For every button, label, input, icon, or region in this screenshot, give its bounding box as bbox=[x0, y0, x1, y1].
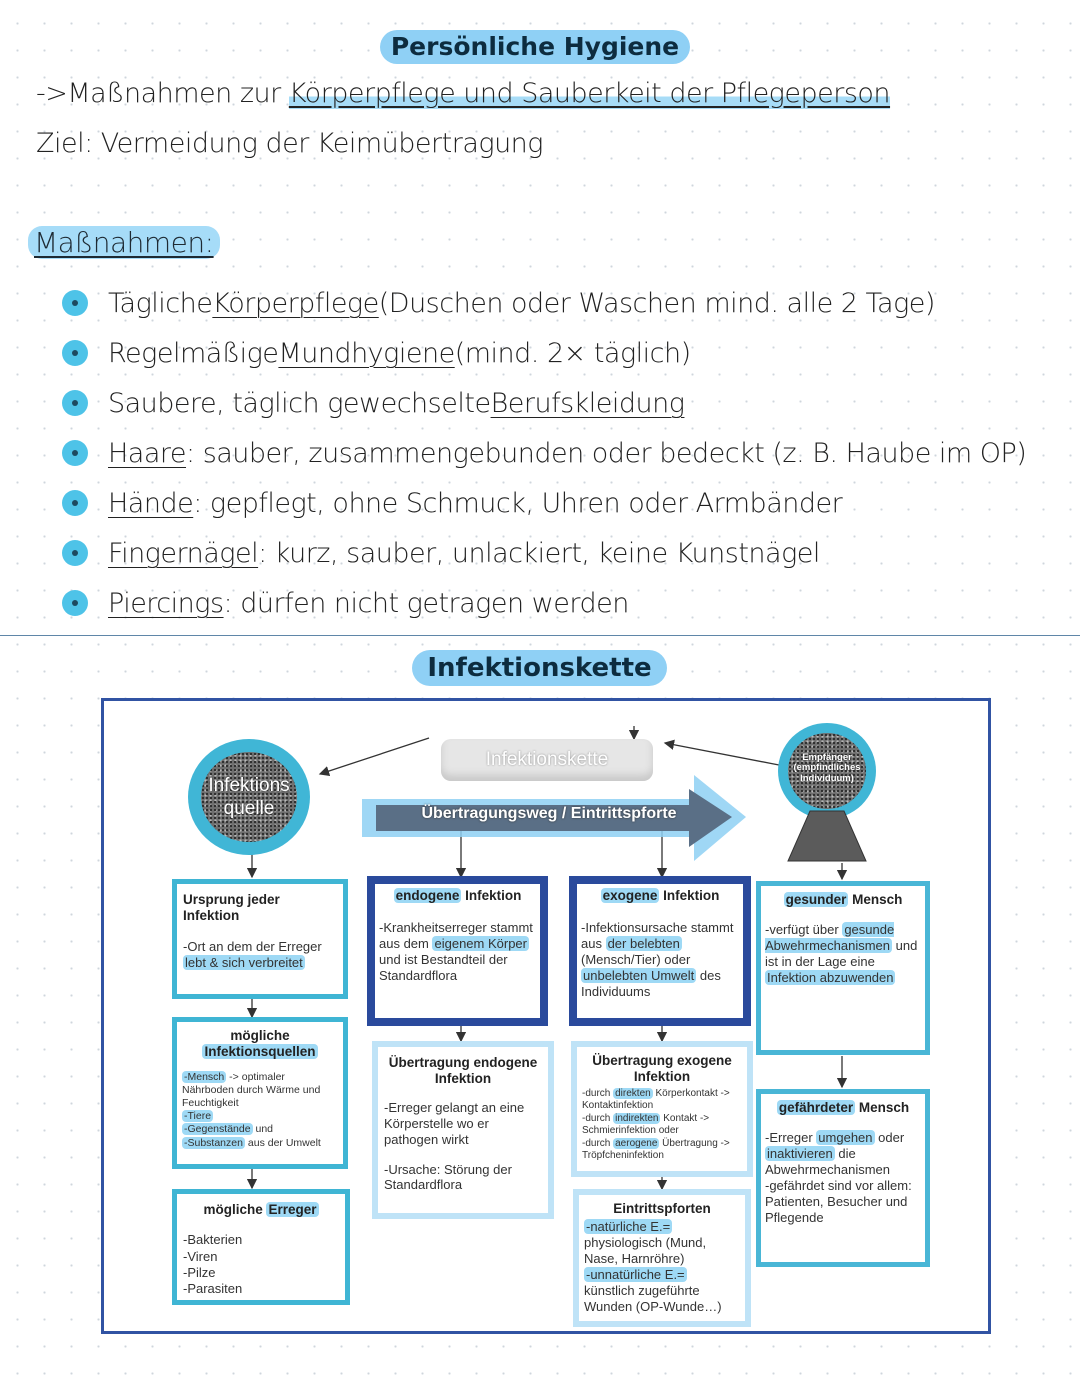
intro-highlight: Körperpflege und Sauberkeit der Pflegeperson bbox=[288, 78, 891, 109]
infektionskette-diagram bbox=[101, 698, 991, 1334]
exogen-text: -Infektionsursache stammt aus der belebten (Mensch/Tier) oder unbelebten Umwelt des Individuums bbox=[581, 920, 734, 999]
gefaehrdet-heading: gefährdeter Mensch bbox=[778, 1100, 910, 1115]
eintrittspforten-heading: Eintrittspforten bbox=[613, 1201, 711, 1216]
uebertragung-exogen-heading: Übertragung exogene Infektion bbox=[592, 1053, 732, 1085]
eintrittspforten-box bbox=[573, 1189, 751, 1327]
list-item: Hände : gepflegt, ohne Schmuck, Uhren oder Armbänder bbox=[62, 478, 1026, 528]
uebertragung-exogen-text: -durch direkten Körperkontakt -> Kontaktinfektion -durch indirekten Kontakt -> Schmierinfektion oder -durch aerogene Übertragung -> Tröpfcheninfektion bbox=[582, 1087, 730, 1162]
exogen-box bbox=[569, 876, 751, 1026]
infektionsquelle-label: Infektions quelle bbox=[208, 775, 290, 819]
uebertragung-endogen-box bbox=[372, 1041, 554, 1219]
erreger-list: -Bakterien -Viren -Pilze -Parasiten bbox=[183, 1232, 243, 1297]
intro-prefix: ->Maßnahmen zur bbox=[36, 78, 289, 109]
list-item: Piercings : dürfen nicht getragen werden bbox=[62, 578, 1026, 628]
arrow-from-empfaenger bbox=[665, 743, 779, 765]
bullet-icon bbox=[62, 540, 88, 566]
gesund-box bbox=[756, 881, 930, 1055]
endogen-text: -Krankheitserreger stammt aus dem eigenem Körper und ist Bestandteil der Standardflora bbox=[379, 920, 533, 984]
gesund-text: -verfügt über gesunde Abwehrmechanismen und ist in der Lage eine Infektion abzuwenden bbox=[765, 922, 918, 986]
massnahmen-heading: Maßnahmen: bbox=[28, 226, 220, 259]
endogen-box bbox=[367, 876, 548, 1026]
ursprung-heading: Ursprung jeder Infektion bbox=[183, 892, 280, 924]
uebertragung-endogen-text2: -Ursache: Störung der Standardflora bbox=[384, 1161, 512, 1193]
exogen-heading: exogene Infektion bbox=[602, 888, 720, 903]
uebertragung-exogen-box bbox=[571, 1041, 753, 1177]
infektionsquellen-text: -Mensch -> optimaler Nährboden durch Wärme und Feuchtigkeit -Tiere -Gegenstände und -Substanzen aus der Umwelt bbox=[182, 1070, 321, 1149]
gefaehrdet-text: -Erreger umgehen oder inaktivieren die Abwehrmechanismen -gefährdet sind vor allem: Patienten, Besucher und Pflegende bbox=[765, 1130, 912, 1225]
infektionsquellen-heading: mögliche Infektionsquellen bbox=[204, 1028, 316, 1060]
section-title: Infektionskette bbox=[412, 650, 667, 686]
bullet-icon bbox=[62, 590, 88, 616]
bullet-icon bbox=[62, 290, 88, 316]
goal-line: Ziel: Vermeidung der Keimübertragung bbox=[36, 128, 543, 159]
intro-line bbox=[36, 78, 890, 109]
uebertragung-endogen-heading: Übertragung endogene Infektion bbox=[388, 1055, 538, 1087]
bullet-icon bbox=[62, 390, 88, 416]
banner-infektionskette: Infektionskette bbox=[441, 739, 653, 781]
list-item: Regelmäßige Mundhygiene (mind. 2× täglich) bbox=[62, 328, 1026, 378]
list-item: Tägliche Körperpflege (Duschen oder Waschen mind. alle 2 Tage) bbox=[62, 278, 1026, 328]
eintrittspforten-text: -natürliche E.= physiologisch (Mund, Nase, Harnröhre) -unnatürliche E.= künstlich zugeführte Wunden (OP-Wunde…) bbox=[584, 1219, 722, 1314]
arrow-label: Übertragungsweg / Eintrittspforte bbox=[421, 805, 677, 822]
list-item: Saubere, täglich gewechselte Berufskleidung bbox=[62, 378, 1026, 428]
section-divider bbox=[0, 635, 1080, 636]
list-item: Haare : sauber, zusammengebunden oder bedeckt (z. B. Haube im OP) bbox=[62, 428, 1026, 478]
bullet-icon bbox=[62, 340, 88, 366]
bullet-icon bbox=[62, 490, 88, 516]
ursprung-box bbox=[172, 879, 348, 999]
ursprung-text: -Ort an dem der Erreger lebt & sich verbreitet bbox=[183, 938, 322, 970]
erreger-heading: mögliche Erreger bbox=[203, 1202, 317, 1217]
gesund-heading: gesunder Mensch bbox=[785, 892, 903, 907]
bullet-icon bbox=[62, 440, 88, 466]
list-item: Fingernägel : kurz, sauber, unlackiert, keine Kunstnägel bbox=[62, 528, 1026, 578]
massnahmen-list bbox=[62, 278, 1026, 628]
gefaehrdet-box bbox=[756, 1089, 930, 1267]
infektionsquellen-box bbox=[172, 1017, 348, 1169]
empfaenger-label: Empfänger (empfindliches Individuum) bbox=[793, 752, 861, 784]
uebertragung-endogen-text1: -Erreger gelangt an eine Körperstelle wo er pathogen wirkt bbox=[384, 1099, 525, 1147]
endogen-heading: endogene Infektion bbox=[395, 888, 522, 903]
page-title: Persönliche Hygiene bbox=[380, 30, 690, 64]
empfaenger-body bbox=[782, 805, 872, 865]
erreger-box bbox=[172, 1189, 350, 1305]
